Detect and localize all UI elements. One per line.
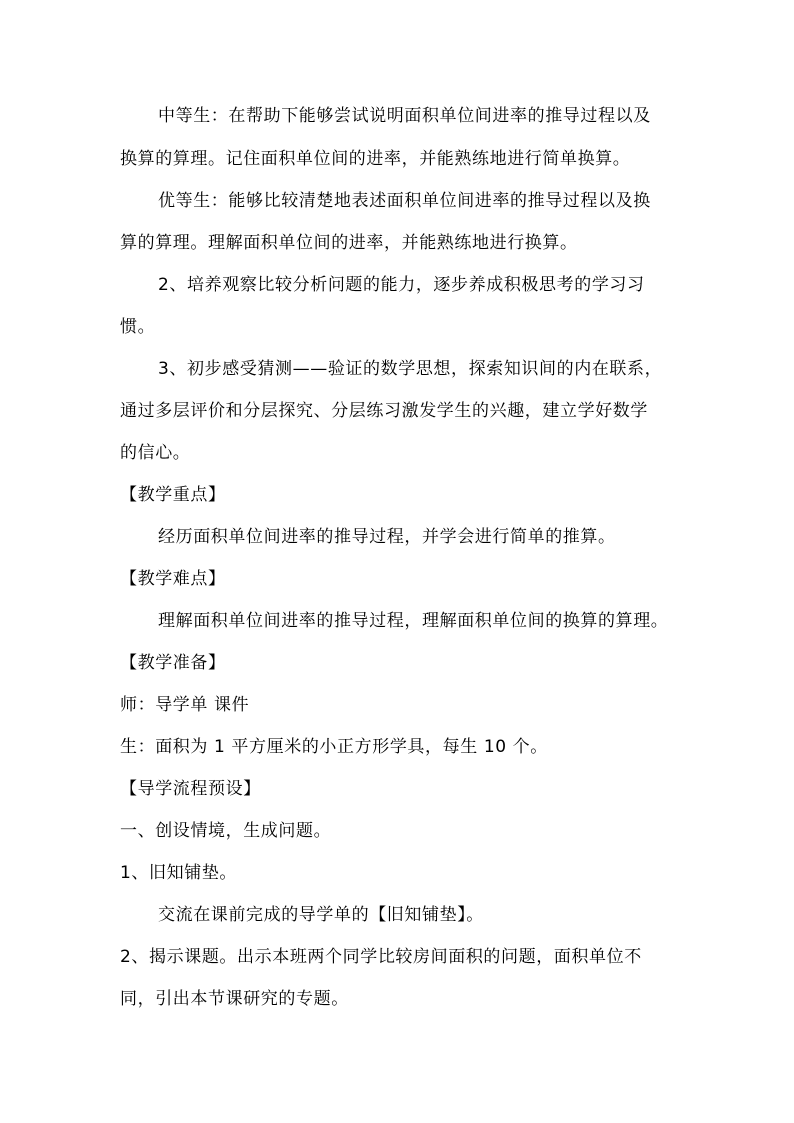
paragraph-line: 2、揭示课题。出示本班两个同学比较房间面积的问题，面积单位不: [120, 947, 642, 967]
paragraph-line: 生：面积为 1 平方厘米的小正方形学具，每生 10 个。: [120, 737, 548, 757]
paragraph-line: 一、创设情境，生成问题。: [120, 821, 332, 841]
paragraph-line: 换算的算理。记住面积单位间的进率，并能熟练地进行简单换算。: [120, 149, 631, 169]
paragraph-line: 通过多层评价和分层探究、分层练习激发学生的兴趣，建立学好数学: [120, 401, 648, 421]
paragraph-line: 1、旧知铺垫。: [120, 863, 238, 883]
paragraph-line: 中等生：在帮助下能够尝试说明面积单位间进率的推导过程以及: [158, 106, 651, 126]
paragraph-line: 惯。: [120, 317, 156, 337]
section-heading: 【教学难点】: [120, 569, 226, 589]
paragraph-line: 交流在课前完成的导学单的【旧知铺垫】。: [158, 905, 484, 925]
paragraph-line: 的信心。: [120, 443, 191, 463]
paragraph-line: 理解面积单位间进率的推导过程，理解面积单位间的换算的算理。: [158, 611, 669, 631]
paragraph-line: 算的算理。理解面积单位间的进率，并能熟练地进行换算。: [120, 233, 578, 253]
paragraph-line: 经历面积单位间进率的推导过程，并学会进行简单的推算。: [158, 527, 616, 547]
paragraph-line: 2、培养观察比较分析问题的能力，逐步养成积极思考的学习习: [158, 275, 645, 295]
paragraph-line: 师：导学单 课件: [120, 695, 250, 715]
section-heading: 【教学准备】: [120, 653, 226, 673]
paragraph-line: 3、初步感受猜测——验证的数学思想，探索知识间的内在联系，: [158, 359, 663, 379]
section-heading: 【导学流程预设】: [120, 779, 261, 799]
paragraph-line: 优等生：能够比较清楚地表述面积单位间进率的推导过程以及换: [158, 191, 651, 211]
section-heading: 【教学重点】: [120, 485, 226, 505]
paragraph-line: 同，引出本节课研究的专题。: [120, 989, 349, 1009]
